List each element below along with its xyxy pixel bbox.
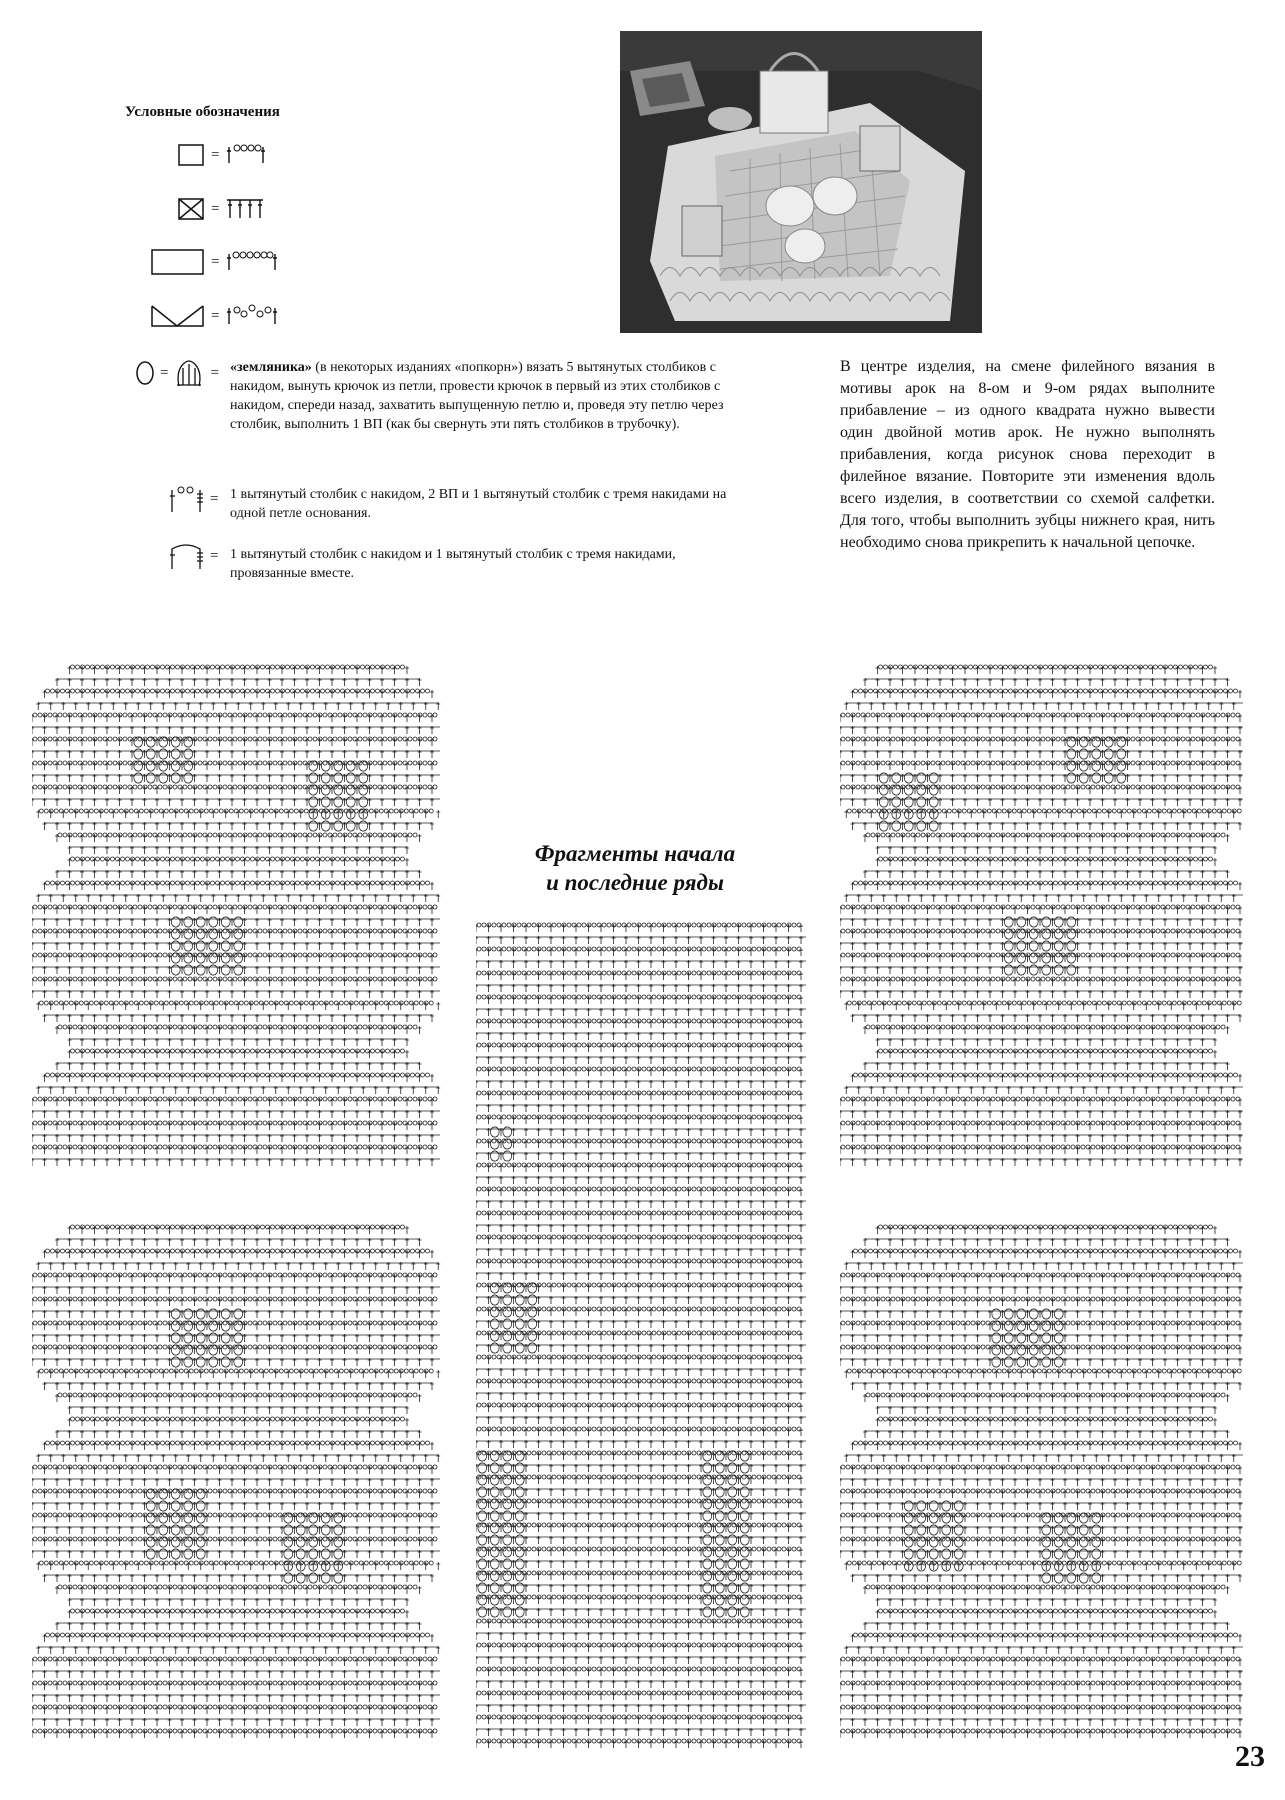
- legend-equals: =: [211, 307, 220, 324]
- crossed-square-icon: [177, 197, 205, 221]
- strawberry-definition: [230, 358, 745, 434]
- stitch-picot-icon: [225, 304, 280, 328]
- crochet-chart-bottom-left: [32, 1222, 442, 1742]
- v-shape-icon: [150, 302, 205, 330]
- page-number: 23: [1235, 1740, 1265, 1773]
- def3-text: 1 вытянутый столбик с накидом и 1 вытянутый столбик с тремя накидами, провязанные вместе.: [230, 547, 676, 581]
- crochet-chart-bottom-right: [840, 1222, 1245, 1742]
- legend-equals: =: [211, 200, 220, 217]
- fragments-title-line1: Фрагменты начала: [534, 841, 736, 866]
- stitch-long-dc-icon: [168, 484, 204, 514]
- legend-item-empty-square: [177, 143, 267, 167]
- legend-equals: =: [210, 490, 219, 507]
- crochet-chart-center: [476, 920, 808, 1755]
- legend-item-wide-rectangle: [150, 248, 280, 276]
- stitch-dc-five-ch-icon: [225, 250, 280, 274]
- legend-title: Условные обозначения: [125, 104, 280, 120]
- intro-paragraph: В центре изделия, на смене филейного вязания в мотивы арок на 8-ом и 9-ом рядах выполните прибавление – из одного квадрата нужно вывести один двойной мотив арок. Не нужно выполнять прибавления, когда рисунок снова переходит в филейное вязание. Повторите эти изменения вдоль всего изделия, в соответствии со схемой салфетки. Для того, чтобы выполнить зубцы нижнего края, нить необходимо снова прикрепить к начальной цепочке.: [840, 358, 1215, 551]
- wide-rectangle-icon: [150, 248, 205, 276]
- crochet-chart-top-right: [840, 662, 1245, 1167]
- crochet-stitch-grid: [32, 662, 442, 1167]
- legend-item-crossed-square: [177, 197, 267, 221]
- fragments-title-line2: и последние ряды: [546, 870, 724, 895]
- fragments-title: [495, 839, 775, 897]
- crochet-stitch-grid: [840, 1222, 1245, 1742]
- crochet-stitch-grid: [840, 662, 1245, 1167]
- legend-equals: =: [210, 547, 219, 564]
- strawberry-term: «земляника»: [230, 360, 312, 375]
- crochet-stitch-grid: [32, 1222, 442, 1742]
- legend-item-v-shape: [150, 302, 280, 330]
- strawberry-oval-icon: [135, 360, 155, 386]
- crochet-stitch-grid: [476, 920, 808, 1755]
- legend-equals: =: [211, 253, 220, 270]
- strawberry-symbols: [135, 358, 219, 388]
- def3-symbol: [168, 541, 218, 571]
- stitch-dc-ch-icon: [225, 143, 267, 167]
- empty-square-icon: [177, 143, 205, 167]
- legend-equals: =: [211, 146, 220, 163]
- legend-equals: =: [210, 364, 219, 381]
- stitch-joined-icon: [168, 541, 204, 571]
- doily-photo: [620, 31, 982, 333]
- def2-text: 1 вытянутый столбик с накидом, 2 ВП и 1 вытянутый столбик с тремя накидами на одной петле основания.: [230, 487, 727, 521]
- crochet-chart-top-left: [32, 662, 442, 1167]
- strawberry-text: (в некоторых изданиях «попкорн») вязать 5 вытянутых столбиков с накидом, вынуть крючок из петли, провести крючок в первый из этих столбиков с накидом, спереди назад, захватить выпущенную петлю и, проведя эту петлю через столбик, выполнить 1 ВП (как бы свернуть эти пять столбиков в трубочку).: [230, 360, 724, 432]
- legend-equals: =: [160, 364, 169, 381]
- doily-photo-illustration: [620, 31, 982, 333]
- def2-symbol: [168, 484, 218, 514]
- popcorn-stitch-icon: [173, 358, 205, 388]
- stitch-four-dc-icon: [225, 197, 267, 221]
